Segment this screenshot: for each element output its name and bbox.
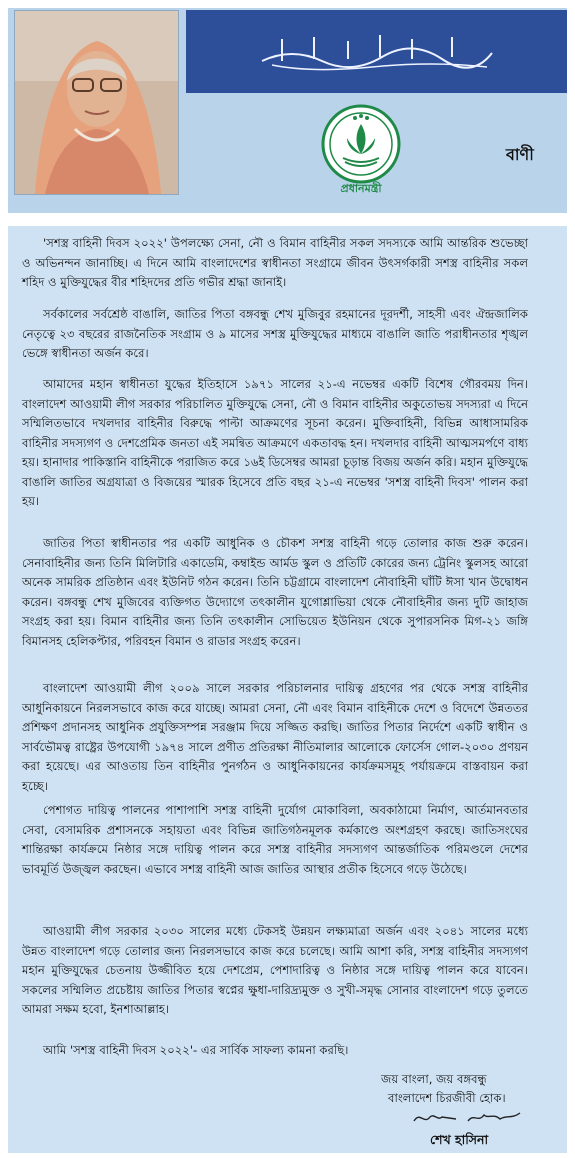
message-paragraph: আমি 'সশস্ত্র বাহিনী দিবস ২০২২'- এর সার্বিক সাফল্য কামনা করছি। <box>43 1043 349 1057</box>
message-paragraph: 'সশস্ত্র বাহিনী দিবস ২০২২' উপলক্ষ্যে সেনা, নৌ ও বিমান বাহিনীর সকল সদস্যকে আমি আন্তরিক শুভেচ্ছা ও অভিনন্দন জানাচ্ছি। এ দিনে আমি বাংলাদেশের স্বাধীনতা সংগ্রামে জীবন উৎসর্গকারী সশস্ত্র বাহিনীর সকল শহিদ ও মুক্তিযুদ্ধের বীর শহিদদের প্রতি গভীর শ্রদ্ধা জানাই। <box>22 236 528 289</box>
pm-office-emblem <box>317 104 405 194</box>
portrait-image <box>15 11 178 194</box>
bismillah-calligraphy <box>186 10 567 93</box>
message-paragraph: পেশাগত দায়িত্ব পালনের পাশাপাশি সশস্ত্র বাহিনী দুর্যোগ মোকাবিলা, অবকাঠামো নির্মাণ, আর্তমানবতার সেবা, বেসামরিক প্রশাসনকে সহায়তা এবং বিভিন্ন জাতিগঠনমূলক কর্মকাণ্ডে অংশগ্রহণ করছে। জাতিসংঘের শান্তিরক্ষা কার্যক্রমে নিষ্ঠার সঙ্গে দায়িত্ব পালন করে সশস্ত্র বাহিনীর সদস্যগণ আন্তর্জাতিক পরিমণ্ডলে দেশের ভাবমূর্তি উজ্জ্বল করছেন। এভাবে সশস্ত্র বাহিনী আজ জাতির আস্থার প্রতীক হিসেবে গড়ে উঠেছে। <box>22 803 528 876</box>
signature-scribble <box>412 1107 522 1129</box>
emblem-icon <box>317 104 405 194</box>
message-paragraph: আওয়ামী লীগ সরকার ২০৩০ সালের মধ্যে টেকসই উন্নয়ন লক্ষ্যমাত্রা অর্জন এবং ২০৪১ সালের মধ্যে উন্নত বাংলাদেশ গড়ে তোলার জন্য নিরলসভাবে কাজ করে চলেছে। আমি আশা করি, সশস্ত্র বাহিনীর সদস্যগণ মহান মুক্তিযুদ্ধের চেতনায় উজ্জীবিত হয়ে দেশপ্রেম, পেশাদারিত্ব ও নিষ্ঠার সঙ্গে দায়িত্ব পালন করে যাবেন। সকলের সম্মিলিত প্রচেষ্টায় জাতির পিতার স্বপ্নের ক্ষুধা-দারিদ্র্যমুক্ত ও সুখী-সমৃদ্ধ সোনার বাংলাদেশ গড়ে তুলতে আমরা সক্ষম হবো, ইনশাআল্লাহ। <box>22 924 528 1016</box>
page-title: বাণী <box>506 145 534 164</box>
emblem-caption: প্রধানমন্ত্রী <box>340 182 382 194</box>
message-paragraph: সর্বকালের সর্বশ্রেষ্ঠ বাঙালি, জাতির পিতা বঙ্গবন্ধু শেখ মুজিবুর রহমানের দূরদর্শী, সাহসী এবং ঐন্দ্রজালিক নেতৃত্বে ২৩ বছরের রাজনৈতিক সংগ্রাম ও ৯ মাসের সশস্ত্র মুক্তিযুদ্ধের মাধ্যমে বাঙালি জাতি পরাধীনতার শৃঙ্খল ভেঙ্গে স্বাধীনতা অর্জন করে। <box>22 307 528 360</box>
portrait-photo <box>14 10 179 195</box>
signatory-name: শেখ হাসিনা <box>430 1132 489 1147</box>
banner <box>186 10 567 93</box>
message-paragraph: জাতির পিতা স্বাধীনতার পর একটি আধুনিক ও চৌকশ সশস্ত্র বাহিনী গড়ে তোলার কাজ শুরু করেন। সেনাবাহিনীর জন্য তিনি মিলিটারি একাডেমি, কম্বাইন্ড আর্মড স্কুল ও প্রতিটি কোরের জন্য ট্রেনিং স্কুলসহ আরো অনেক সামরিক প্রতিষ্ঠান এবং ইউনিট গঠন করেন। তিনি চট্টগ্রামে বাংলাদেশ নৌবাহিনী ঘাঁটি ঈসা খান উদ্বোধন করেন। বঙ্গবন্ধু শেখ মুজিবের ব্যক্তিগত উদ্যোগে তৎকালীন যুগোশ্লাভিয়া থেকে নৌবাহিনীর জন্য দুটি জাহাজ সংগ্রহ করা হয়। বিমান বাহিনীর জন্য তিনি তৎকালীন সোভিয়েত ইউনিয়ন থেকে সুপারসনিক মিগ-২১ জঙ্গি বিমানসহ হেলিকপ্টার, পরিবহন বিমান ও রাডার সংগ্রহ করেন। <box>22 536 528 648</box>
signoff-line1: জয় বাংলা, জয় বঙ্গবন্ধু <box>381 1072 487 1086</box>
message-paragraph: আমাদের মহান স্বাধীনতা যুদ্ধের ইতিহাসে ১৯৭১ সালের ২১-এ নভেম্বর একটি বিশেষ গৌরবময় দিন। বাংলাদেশ আওয়ামী লীগ সরকার পরিচালিত মুক্তিযুদ্ধে সেনা, নৌ ও বিমান বাহিনীর অকুতোভয় সদস্যরা এ দিনে সম্মিলিতভাবে দখলদার বাহিনীর বিরুদ্ধে পাল্টা আক্রমণের সূচনা করেন। মুক্তিবাহিনী, বিভিন্ন আধাসামরিক বাহিনীর সদস্যগণ ও দেশপ্রেমিক জনতা এই সমন্বিত আক্রমণে একতাবদ্ধ হন। দখলদার বাহিনী আত্মসমর্পণে বাধ্য হয়। হানাদার পাকিস্তানি বাহিনীকে পরাজিত করে ১৬ই ডিসেম্বর আমরা চূড়ান্ত বিজয় অর্জন করি। মহান মুক্তিযুদ্ধে বাঙালি জাতির অগ্রযাত্রা ও বিজয়ের স্মারক হিসেবে প্রতি বছর ২১-এ নভেম্বর 'সশস্ত্র বাহিনী দিবস' পালন করা হয়। <box>22 377 528 508</box>
signoff-line2: বাংলাদেশ চিরজীবী হোক। <box>388 1091 506 1105</box>
message-paragraph: বাংলাদেশ আওয়ামী লীগ ২০০৯ সালে সরকার পরিচালনার দায়িত্ব গ্রহণের পর থেকে সশস্ত্র বাহিনীর আধুনিকায়নে নিরলসভাবে কাজ করে যাচ্ছে। আমরা সেনা, নৌ এবং বিমান বাহিনীকে দেশে ও বিদেশে উন্নততর প্রশিক্ষণ প্রদানসহ আধুনিক প্রযুক্তিসম্পন্ন সরঞ্জাম দিয়ে সজ্জিত করছি। জাতির পিতার নির্দেশে একটি স্বাধীন ও সার্বভৌমত্ব রাষ্ট্রের উপযোগী ১৯৭৪ সালে প্রণীত প্রতিরক্ষা নীতিমালার আলোকে ফোর্সেস গোল-২০৩০ প্রণয়ন করা হয়েছে। এর আওতায় তিন বাহিনীর পুনর্গঠন ও আধুনিকায়নের কার্যক্রমসমূহ পর্যায়ক্রমে বাস্তবায়ন করা হচ্ছে। <box>22 681 528 793</box>
calligraphy-image <box>252 27 502 77</box>
